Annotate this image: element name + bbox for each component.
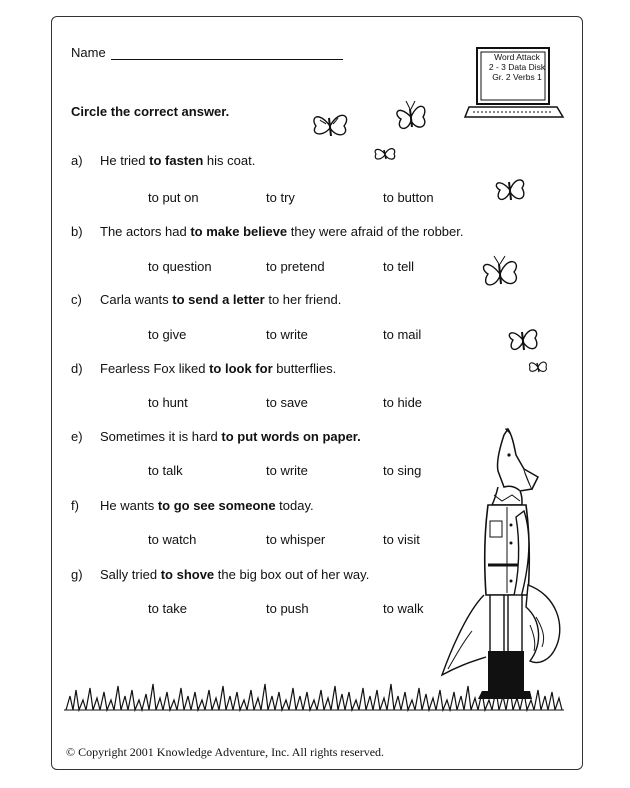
answer-option[interactable]: to put on [148, 190, 199, 205]
butterfly-icon [505, 322, 541, 358]
question-letter: b) [71, 224, 83, 239]
monitor-label: Word Attack 2 - 3 Data Disk Gr. 2 Verbs 1 [488, 52, 546, 82]
butterfly-icon [372, 144, 398, 164]
answer-option[interactable]: to watch [148, 532, 197, 547]
answer-option[interactable]: to hunt [148, 395, 188, 410]
answer-option[interactable]: to give [148, 327, 187, 342]
copyright-notice: © Copyright 2001 Knowledge Adventure, Inc. All rights reserved. [66, 745, 385, 759]
answer-option[interactable]: to question [148, 259, 212, 274]
question-text: The actors had to make believe they were afraid of the robber. [100, 224, 464, 239]
name-field-line[interactable] [111, 59, 343, 60]
answer-option[interactable]: to write [266, 463, 308, 478]
answer-option[interactable]: to whisper [266, 532, 326, 547]
name-label: Name [71, 45, 106, 60]
question-letter: e) [71, 429, 83, 444]
butterfly-icon [478, 250, 522, 296]
answer-option[interactable]: to try [266, 190, 295, 205]
answer-option[interactable]: to save [266, 395, 308, 410]
butterfly-icon [308, 108, 352, 142]
butterfly-icon [393, 97, 429, 139]
answer-option[interactable]: to hide [383, 395, 423, 410]
question-text: He tried to fasten his coat. [100, 153, 256, 168]
answer-option[interactable]: to mail [383, 327, 422, 342]
question-letter: c) [71, 292, 82, 307]
answer-option[interactable]: to pretend [266, 259, 325, 274]
answer-option[interactable]: to visit [383, 532, 420, 547]
question-letter: d) [71, 361, 83, 376]
answer-option[interactable]: to tell [383, 259, 415, 274]
instructions: Circle the correct answer. [71, 104, 230, 119]
butterfly-icon [527, 358, 549, 376]
question-letter: a) [71, 153, 83, 168]
question-letter: g) [71, 567, 83, 582]
answer-option[interactable]: to write [266, 327, 308, 342]
question-text: Sometimes it is hard to put words on paper. [100, 429, 361, 444]
grass-border [64, 670, 564, 720]
answer-option[interactable]: to button [383, 190, 434, 205]
answer-option[interactable]: to talk [148, 463, 183, 478]
answer-option[interactable]: to take [148, 601, 188, 616]
butterfly-icon [492, 172, 528, 208]
answer-option[interactable]: to sing [383, 463, 422, 478]
question-text: Carla wants to send a letter to her friend. [100, 292, 342, 307]
question-letter: f) [71, 498, 79, 513]
answer-option[interactable]: to push [266, 601, 309, 616]
answer-option[interactable]: to walk [383, 601, 424, 616]
question-text: Fearless Fox liked to look for butterflies. [100, 361, 337, 376]
question-text: Sally tried to shove the big box out of her way. [100, 567, 370, 582]
question-text: He wants to go see someone today. [100, 498, 314, 513]
